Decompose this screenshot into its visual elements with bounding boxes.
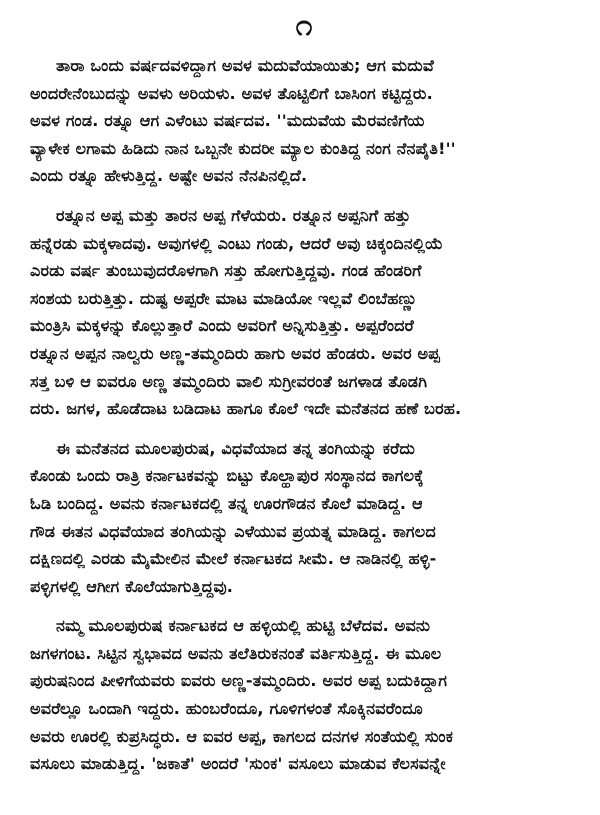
text-line: ನಮ್ಮ ಮೂಲಪುರುಷ ಕರ್ನಾಟಕದ ಆ ಹಳ್ಳಿಯಲ್ಲಿ ಹುಟ್ಟಿ ಬೆಳೆದವ. ಅವನು bbox=[56, 616, 431, 636]
page-number: ೧ bbox=[295, 8, 313, 43]
text-line: ಓಡಿ ಬಂದಿದ್ದ. ಅವನು ಕರ್ನಾಟಕದಲ್ಲಿ ತನ್ನ ಊರಗೌಡನ ಕೊಲೆ ಮಾಡಿದ್ದ. ಆ bbox=[30, 493, 423, 513]
text-line: ಸತ್ತ ಬಳಿ ಆ ಐವರೂ ಅಣ್ಣ ತಮ್ಮಂದಿರು ವಾಲಿ ಸುಗ್ರೀವರಂತೆ ಜಗಳಾಡ ತೊಡಗಿ bbox=[30, 371, 428, 391]
text-line: ಹನ್ನೆರಡು ಮಕ್ಕಳಾದವು. ಅವುಗಳಲ್ಲಿ ಎಂಟು ಗಂಡು, ಆದರೆ ಅವು ಚಿಕ್ಕಂದಿನಲ್ಲಿಯೆ bbox=[30, 233, 444, 253]
text-line: ದಕ್ಷಿಣದಲ್ಲಿ ಎರಡು ಮೈಮೇಲಿನ ಮೇಲೆ ಕರ್ನಾಟಕದ ಸೀಮೆ. ಆ ನಾಡಿನಲ್ಲಿ ಹಳ್ಳಿ- bbox=[30, 549, 437, 569]
paragraph-3 bbox=[30, 435, 578, 601]
text-line: ಈ ಮನೆತನದ ಮೂಲಪುರುಷ, ವಿಧವೆಯಾದ ತನ್ನ ತಂಗಿಯನ್ನು ಕರೆದು bbox=[56, 438, 416, 458]
text-line: ಸಂಶಯ ಬರುತ್ತಿತ್ತು. ದುಷ್ಟ ಅಪ್ಪರೇ ಮಾಟ ಮಾಡಿಯೋ ಇಲ್ಲವೆ ಲಿಂಬೆಹಣ್ಣು bbox=[30, 288, 418, 308]
paragraph-2 bbox=[30, 202, 578, 423]
text-line: ಎರಡು ವರ್ಷ ತುಂಬುವುದರೊಳಗಾಗಿ ಸತ್ತು ಹೋಗುತ್ತಿದ್ದವು. ಗಂಡ ಹೆಂಡರಿಗೆ bbox=[30, 261, 422, 281]
text-line: ಗೌಡ ಈತನ ವಿಧವೆಯಾದ ತಂಗಿಯನ್ನು ಎಳೆಯುವ ಪ್ರಯತ್ನ ಮಾಡಿದ್ದ. ಕಾಗಲದ bbox=[30, 521, 436, 541]
text-line: ಕೊಂಡು ಒಂದು ರಾತ್ರಿ ಕರ್ನಾಟಕವನ್ನು ಬಿಟ್ಟು ಕೊಲ್ಹಾಪುರ ಸಂಸ್ಥಾನದ ಕಾಗಲಕ್ಕೆ bbox=[30, 466, 424, 486]
text-line: ಎಂದು ರತ್ನೂ ಹೇಳುತ್ತಿದ್ದ. ಅಷ್ಟೇ ಅವನ ನೆನಪಿನಲ್ಲಿದೆ. bbox=[30, 166, 308, 186]
text-line: ರತ್ನೂನ ಅಪ್ಪನ ನಾಲ್ವರು ಅಣ್ಣ-ತಮ್ಮಂದಿರು ಹಾಗು ಅವರ ಹೆಂಡರು. ಅವರ ಅಪ್ಪ bbox=[30, 343, 440, 363]
text-line: ರತ್ನೂನ ಅಪ್ಪ ಮತ್ತು ತಾರನ ಅಪ್ಪ ಗೆಳೆಯರು. ರತ್ನೂನ ಅಪ್ಪನಿಗೆ ಹತ್ತು bbox=[56, 205, 411, 225]
text-line: ಅವರು ಊರಲ್ಲಿ ಕುಪ್ರಸಿದ್ಧರು. ಆ ಐವರ ಅಪ್ಪ, ಕಾಗಲದ ದನಗಳ ಸಂತೆಯಲ್ಲಿ ಸುಂಕ bbox=[30, 726, 454, 746]
text-line: ಅಂದರೇನೆಂಬುದನ್ನು ಅವಳು ಅರಿಯಳು. ಅವಳ ತೊಟ್ಟಿಲಿಗೆ ಬಾಸಿಂಗ ಕಟ್ಟಿದ್ದರು. bbox=[30, 83, 433, 103]
paragraph-4 bbox=[30, 612, 578, 778]
text-line: ಅವರೆಲ್ಲೂ ಒಂದಾಗಿ ಇದ್ದರು. ಹುಂಬರೆಂದೂ, ಗೂಳಿಗಳಂತೆ ಸೊಕ್ಕಿನವರೆಂದೂ bbox=[30, 699, 423, 719]
text-line: ದರು. ಜಗಳ, ಹೊಡೆದಾಟ ಬಡಿದಾಟ ಹಾಗೂ ಕೊಲೆ ಇದೇ ಮನೆತನದ ಹಣೆ ಬರಹ. bbox=[30, 399, 462, 419]
text-line: ಮಂತ್ರಿಸಿ ಮಕ್ಕಳನ್ನು ಕೊಲ್ಲುತ್ತಾರೆ ಎಂದು ಅವರಿಗೆ ಅನ್ನಿಸುತ್ತಿತ್ತು. ಅಪ್ಪರೆಂದರೆ bbox=[30, 316, 414, 336]
text-line: ತಾರಾ ಒಂದು ವರ್ಷದವಳಿದ್ದಾಗ ಅವಳ ಮದುವೆಯಾಯಿತು; ಆಗ ಮದುವೆ bbox=[56, 56, 434, 75]
paragraph-1 bbox=[30, 52, 578, 190]
text-line: ಪಳ್ಳಿಗಳಲ್ಲಿ ಆಗೀಗ ಕೊಲೆಯಾಗುತ್ತಿದ್ದವು. bbox=[30, 576, 234, 596]
text-line: ಜಗಳಗಂಟ. ಸಿಟ್ಟಿನ ಸ್ವಭಾವದ ಅವನು ತಲೆತಿರುಕನಂತೆ ವರ್ತಿಸುತ್ತಿದ್ದ. ಈ ಮೂಲ bbox=[30, 643, 442, 663]
text-line: ವ್ಯಾಳೇಕ ಲಗಾಮ ಹಿಡಿದು ನಾನ ಒಬ್ಬನೇ ಕುದರೀ ಮ್ಯಾಲ ಕುಂತಿದ್ದ ನಂಗ ನೆನಪೈತಿ!'' bbox=[30, 138, 456, 158]
text-line: ವಸೂಲು ಮಾಡುತ್ತಿದ್ದ. 'ಜಕಾತೆ' ಅಂದರೆ 'ಸುಂಕ' ವಸೂಲು ಮಾಡುವ ಕೆಲಸವನ್ನೇ bbox=[30, 754, 446, 774]
text-line: ಅವಳ ಗಂಡ. ರತ್ನೂ ಆಗ ಎಳೆಂಟು ವರ್ಷದವ. ''ಮದುವೆಯ ಮೆರವಣಿಗೆಯ bbox=[30, 111, 425, 131]
text-line: ಪುರುಷನಿಂದ ಪೀಳಿಗೆಯವರು ಐವರು ಅಣ್ಣ-ತಮ್ಮಂದಿರು. ಅವರ ಅಪ್ಪ ಬದುಕಿದ್ದಾಗ bbox=[30, 671, 448, 691]
